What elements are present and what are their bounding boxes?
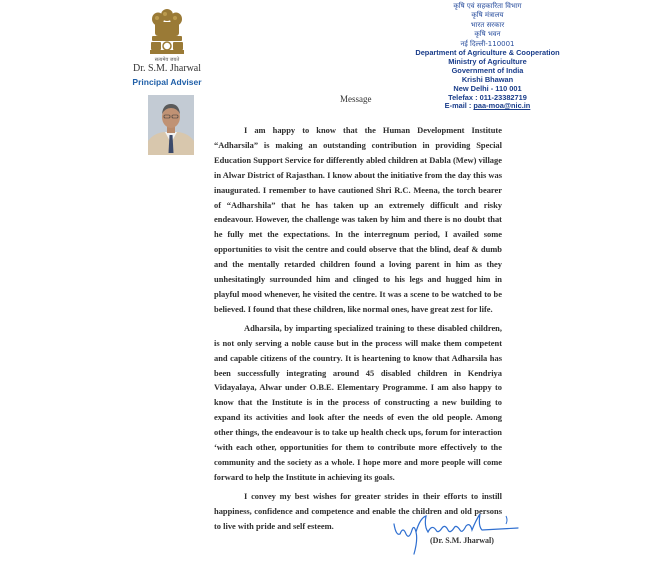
address-line: Krishi Bhawan (461, 74, 514, 84)
sender-name: Dr. S.M. Jharwal (132, 63, 202, 74)
email-label: E-mail : (444, 101, 474, 111)
address-line: Telefax : 011-23382719 (448, 92, 527, 102)
hindi-address-line: भारत सरकार (470, 20, 505, 29)
email-link[interactable]: paa-moa@nic.in (473, 101, 531, 111)
message-title: Message (340, 94, 372, 104)
portrait-photo (148, 95, 194, 155)
sender-title: Principal Adviser (132, 77, 202, 87)
message-paragraph: I am happy to know that the Human Development Institute “Adharsila” is making an outstanding contribution in providing Special Education Support Service for differently abled children at Dabla (Mew) village in Alwar District of Rajasthan. I know about the initiative from the day this was inaugurated. I remember to have cautioned Shri R.C. Meena, the torch bearer of “Adharshila” that he has taken up an extremely difficult and risky endeavour. However, the challenge was taken by him and there is no doubt that he fully met the expectations. In the interregnum period, I availed some opportunities to visit the centre and could observe that the blind, deaf & dumb and the mentally retarded children found a loving parent in him as they unhesitatingly surrounded him and clinged to his legs and hugged him in playful mood whenever, he visited the centre. It was a scene to be watched to be believed. I found that these children, like normal ones, have great zest for life. (214, 125, 502, 314)
address-line: Government of India (451, 65, 524, 75)
state-emblem-icon (147, 6, 187, 60)
emblem-motto: सत्यमेव जयते (154, 57, 180, 63)
address-line: New Delhi - 110 001 (453, 83, 522, 93)
hindi-address-line: नई दिल्ली-110001 (460, 39, 515, 48)
address-line: Ministry of Agriculture (448, 56, 527, 66)
hindi-address-line: कृषि भवन (474, 30, 501, 39)
message-paragraph: I convey my best wishes for greater strides in their efforts to instill happiness, confidence and competence and enable the children and old persons to live with pride and self esteem. (214, 490, 502, 531)
department-address (400, 2, 575, 111)
hindi-address-line: कृषि मंत्रालय (471, 11, 504, 20)
hindi-address-line: कृषि एवं सहकारिता विभाग (453, 2, 522, 10)
address-line: Department of Agriculture & Cooperation (415, 48, 560, 58)
email-line (400, 102, 575, 111)
message-body (214, 123, 502, 533)
signatory-name: (Dr. S.M. Jharwal) (430, 536, 494, 545)
handwritten-signature (390, 510, 520, 560)
message-paragraph: Adharsila, by imparting specialized training to these disabled children, is not only serving a noble cause but in the process will make them competent and capable citizens of the country. It is heartening to know that Adharsila has been successfully integrating around 45 disabled children in Kendriya Vidayalaya, Alwar under O.B.E. Elementary Programme. I am also happy to know that the Institute is in the process of constructing a new building to expand its activities and look after the needs of even the old people. Among other things, the endeavour is to take up health check ups, forum for interaction ‘with each other, opportunities for them to contribute more effectively to the community and the society as a whole. I hope more and more people will come forward to help the Institute in achieving its goals. (214, 322, 502, 482)
